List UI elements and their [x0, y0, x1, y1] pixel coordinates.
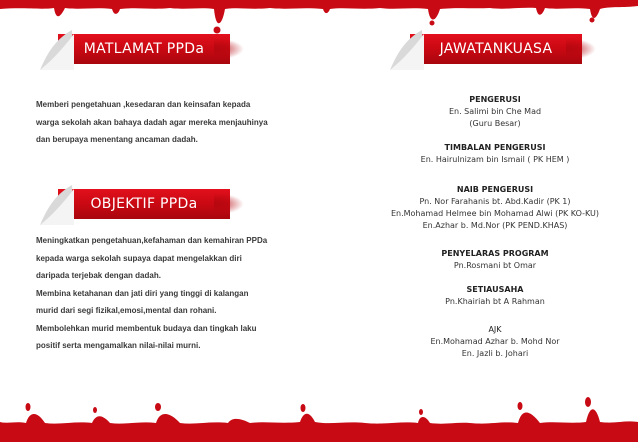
objektif-banner — [58, 189, 230, 219]
member-name: En.Mohamad Azhar b. Mohd Nor — [430, 337, 560, 346]
matlamat-text — [36, 96, 268, 149]
text-line: dan berupaya menentang ancaman dadah. — [36, 135, 198, 144]
role-title: AJK — [488, 325, 502, 334]
role-title: PENYELARAS PROGRAM — [441, 249, 549, 258]
text-line: Meningkatkan pengetahuan,kefahaman dan kemahiran PPDa — [36, 236, 268, 245]
committee-group-pengerusi — [380, 94, 610, 130]
jawatankuasa-title: JAWATANKUASA — [439, 41, 553, 57]
text-line: Membina ketahanan dan jati diri yang tinggi di kalangan — [36, 288, 249, 298]
jawatankuasa-banner — [410, 34, 582, 64]
role-title: NAIB PENGERUSI — [456, 185, 534, 194]
committee-group-timbalan — [380, 142, 610, 166]
text-line: Memberi pengetahuan ,kesedaran dan keinsafan kepada — [36, 100, 251, 109]
page-curl-icon — [36, 181, 76, 229]
page-curl-icon — [36, 26, 76, 74]
objektif-title: OBJEKTIF PPDa — [90, 196, 198, 212]
committee-group-naib — [380, 184, 610, 232]
text-line: kepada warga sekolah supaya dapat mengelakkan diri — [36, 253, 242, 263]
member-name: En. Salimi bin Che Mad — [448, 107, 542, 116]
role-title: SETIAUSAHA — [466, 285, 524, 294]
committee-group-penyelaras — [380, 248, 610, 272]
objektif-text — [36, 232, 267, 355]
text-line: murid dari segi fizikal,emosi,mental dan rohani. — [36, 306, 217, 315]
committee-list — [380, 94, 610, 372]
matlamat-banner — [58, 34, 230, 64]
text-line: positif serta mengamalkan nilai-nilai murni. — [36, 341, 201, 350]
page-curl-icon — [386, 26, 426, 74]
role-title: PENGERUSI — [469, 95, 521, 104]
member-name: Pn. Nor Farahanis bt. Abd.Kadir (PK 1) — [419, 197, 571, 206]
member-name: Pn.Khairiah bt A Rahman — [445, 297, 545, 306]
member-name: En.Azhar b. Md.Nor (PK PEND.KHAS) — [422, 221, 568, 230]
committee-group-ajk — [380, 324, 610, 360]
role-title: TIMBALAN PENGERUSI — [444, 143, 546, 152]
text-line: Membolehkan murid membentuk budaya dan tingkah laku — [36, 323, 257, 333]
member-name: En. Jazli b. Johari — [461, 349, 529, 358]
member-name: (Guru Besar) — [469, 119, 521, 128]
text-line: warga sekolah akan bahaya dadah agar mereka menjauhinya — [36, 117, 268, 127]
member-name: Pn.Rosmani bt Omar — [453, 261, 537, 270]
text-line: daripada terjebak dengan dadah. — [36, 271, 161, 280]
paint-drips-bottom — [0, 392, 638, 442]
committee-group-setiausaha — [380, 284, 610, 308]
member-name: En.Mohamad Helmee bin Mohamad Alwi (PK KO-KU) — [390, 209, 600, 218]
matlamat-title: MATLAMAT PPDa — [83, 41, 205, 57]
member-name: En. Hairulnizam bin Ismail ( PK HEM ) — [420, 155, 570, 164]
